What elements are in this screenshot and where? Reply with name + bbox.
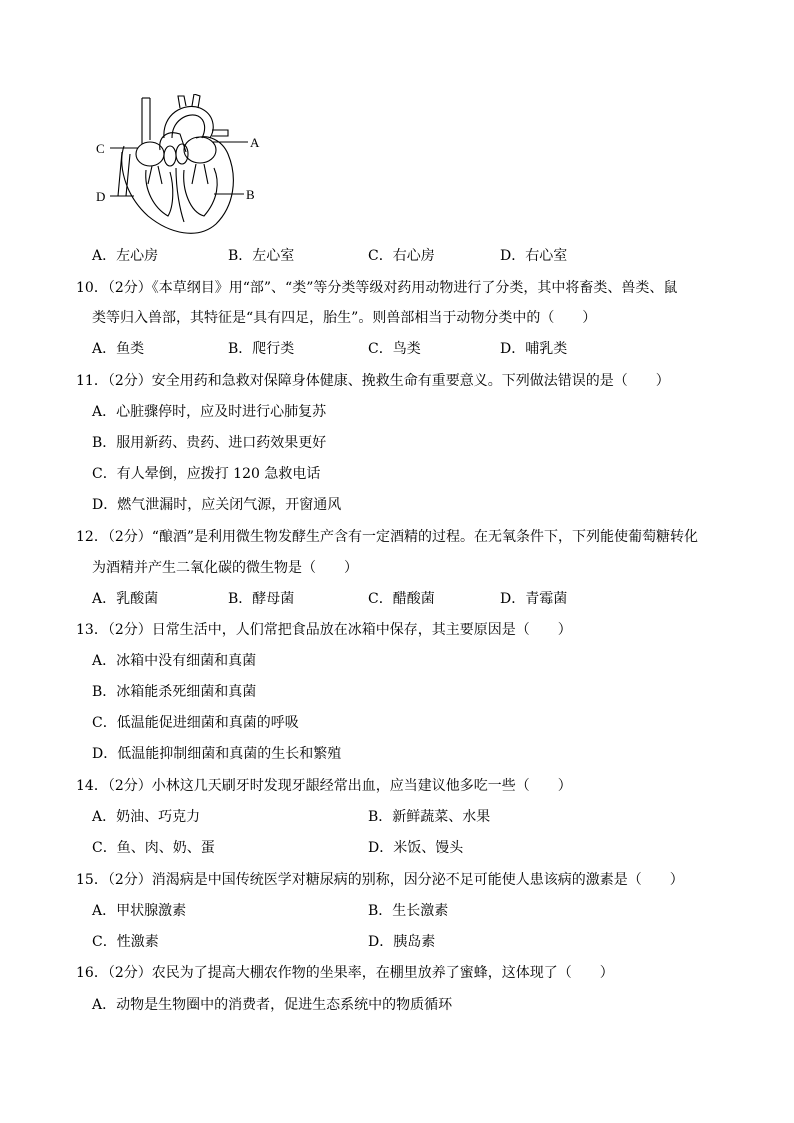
q14-option-a: A．奶油、巧克力 <box>92 809 201 825</box>
label-d: D <box>96 189 106 204</box>
q10-option-d: D．哺乳类 <box>500 341 568 357</box>
q14-stem: 14．（2分）小林这几天刷牙时发现牙龈经常出血，应当建议他多吃一些（ ） <box>76 778 572 794</box>
q11-option-b: B．服用新药、贵药、进口药效果更好 <box>92 435 327 451</box>
q16-option-a: A．动物是生物圈中的消费者，促进生态系统中的物质循环 <box>92 997 453 1013</box>
q15-option-b: B．生长激素 <box>368 903 449 919</box>
q12-option-c: C．醋酸菌 <box>368 591 435 607</box>
q9-option-c: C．右心房 <box>368 248 435 264</box>
q10-option-c: C．鸟类 <box>368 341 421 357</box>
q11-option-c: C．有人晕倒，应拨打 120 急救电话 <box>92 466 321 482</box>
q11-stem: 11．（2分）安全用药和急救对保障身体健康、挽救生命有重要意义。下列做法错误的是（ ） <box>76 373 670 389</box>
q13-option-d: D．低温能抑制细菌和真菌的生长和繁殖 <box>92 746 342 762</box>
q14-option-b: B．新鲜蔬菜、水果 <box>368 809 491 825</box>
q15-option-d: D．胰岛素 <box>368 934 436 950</box>
q10-option-b: B．爬行类 <box>228 341 295 357</box>
q14-option-c: C．鱼、肉、奶、蛋 <box>92 840 215 856</box>
heart-diagram <box>88 94 278 244</box>
q12-option-b: B．酵母菌 <box>228 591 295 607</box>
heart-drawing <box>88 94 278 244</box>
q11-option-a: A．心脏骤停时，应及时进行心肺复苏 <box>92 404 327 420</box>
q12-stem-line2: 为酒精并产生二氧化碳的微生物是（ ） <box>92 560 358 576</box>
q9-option-a: A．左心房 <box>92 248 159 264</box>
label-b: B <box>246 187 255 202</box>
q14-option-d: D．米饭、馒头 <box>368 840 464 856</box>
q16-stem: 16．（2分）农民为了提高大棚农作物的坐果率，在棚里放养了蜜蜂，这体现了（ ） <box>76 965 614 981</box>
q12-stem-line1: 12．（2分）“酿酒”是利用微生物发酵生产含有一定酒精的过程。在无氧条件下，下列能使葡萄糖转化 <box>76 529 699 545</box>
q10-option-a: A．鱼类 <box>92 341 145 357</box>
q13-stem: 13．（2分）日常生活中，人们常把食品放在冰箱中保存，其主要原因是（ ） <box>76 622 572 638</box>
q12-option-a: A．乳酸菌 <box>92 591 159 607</box>
q9-option-d: D．右心室 <box>500 248 568 264</box>
q10-stem-line2: 类等归入兽部，其特征是“具有四足，胎生”。则兽部相当于动物分类中的（ ） <box>92 310 597 326</box>
q15-stem: 15．（2分）消渴病是中国传统医学对糖尿病的别称，因分泌不足可能使人患该病的激素是（ ） <box>76 872 684 888</box>
label-a: A <box>250 135 260 150</box>
q15-option-a: A．甲状腺激素 <box>92 903 187 919</box>
q10-stem-line1: 10．（2分）《本草纲目》用“部”、“类”等分类等级对药用动物进行了分类，其中将畜类、兽类、鼠 <box>76 280 678 296</box>
q13-option-b: B．冰箱能杀死细菌和真菌 <box>92 684 257 700</box>
q13-option-c: C．低温能促进细菌和真菌的呼吸 <box>92 715 299 731</box>
label-c: C <box>96 141 105 156</box>
q15-option-c: C．性激素 <box>92 934 159 950</box>
q9-option-b: B．左心室 <box>228 248 295 264</box>
q12-option-d: D．青霉菌 <box>500 591 568 607</box>
q11-option-d: D．燃气泄漏时，应关闭气源，开窗通风 <box>92 497 342 513</box>
q13-option-a: A．冰箱中没有细菌和真菌 <box>92 653 257 669</box>
